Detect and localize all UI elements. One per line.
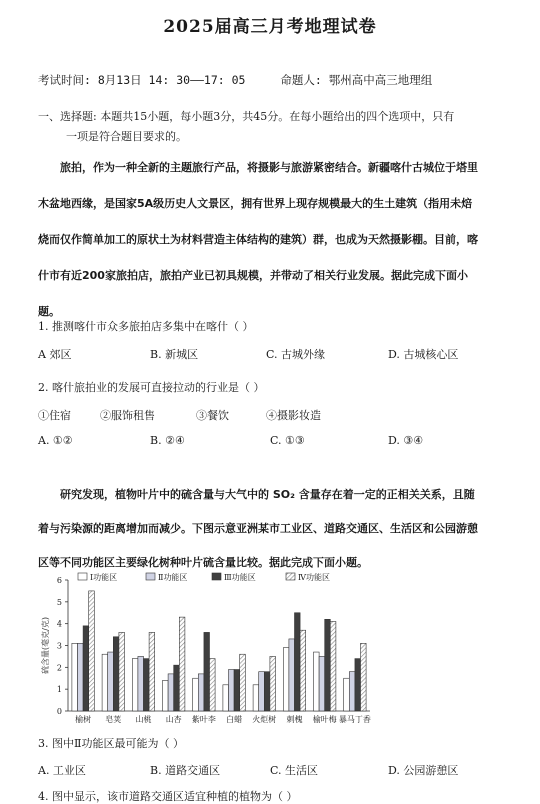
bar <box>163 680 169 711</box>
q3-option-d[interactable]: D. 公园游憩区 <box>388 764 459 777</box>
y-tick-label: 3 <box>56 641 62 651</box>
passage-1-line: 题。 <box>38 305 60 318</box>
passage-1-line: 烧而仅作简单加工的原状土为材料营造主体结构的建筑）群，也成为天然摄影棚。目前，喀 <box>38 233 478 246</box>
q2-item-2: ②服饰租售 <box>100 409 155 422</box>
q2-item-1: ①住宿 <box>38 409 71 422</box>
bar <box>229 670 235 711</box>
q2-option-b[interactable]: B. ②④ <box>150 434 185 447</box>
q1-option-a[interactable]: A 郊区 <box>38 348 72 361</box>
page-title: 2025届高三月考地理试卷 <box>163 17 377 37</box>
passage-2 <box>38 478 503 580</box>
passage-1-line: 旅拍，作为一种全新的主题旅行产品，将摄影与旅游紧密结合。新疆喀什古城位于塔里 <box>60 161 478 174</box>
x-tick-label: 榆树 <box>75 715 92 724</box>
bar <box>144 659 150 711</box>
bar <box>174 665 180 711</box>
bar <box>240 654 246 711</box>
bar <box>119 632 125 711</box>
bar <box>149 632 155 711</box>
bar <box>89 591 95 711</box>
bar <box>198 674 204 711</box>
bar <box>289 639 295 711</box>
question-1-stem: 1. 推测喀什市众多旅拍店多集中在喀什（ ） <box>38 320 254 333</box>
bar <box>330 621 336 711</box>
passage-2-line: 区等不同功能区主要绿化树种叶片硫含量比较。据此完成下面小题。 <box>38 556 368 569</box>
bar <box>349 672 355 711</box>
x-tick-label: 暴马丁香 <box>338 715 371 724</box>
question-4-stem: 4. 图中显示，该市道路交通区适宜种植的植物为（ ） <box>38 790 298 803</box>
bar <box>108 652 114 711</box>
question-3-stem: 3. 图中Ⅱ功能区最可能为（ ） <box>38 737 184 750</box>
bar <box>283 648 289 711</box>
legend-label: Ⅳ功能区 <box>298 573 330 582</box>
question-2-stem: 2. 喀什旅拍业的发展可直接拉动的行业是（ ） <box>38 381 265 394</box>
bar <box>83 626 89 711</box>
q1-option-b[interactable]: B. 新城区 <box>150 348 199 361</box>
y-tick-label: 0 <box>56 707 62 716</box>
section-line-2: 一项是符合题目要求的。 <box>66 130 187 143</box>
x-tick-label: 山杏 <box>165 715 182 724</box>
passage-1 <box>38 150 503 330</box>
y-tick-label: 5 <box>56 597 62 607</box>
bar <box>253 685 259 711</box>
bar <box>325 619 331 711</box>
bar <box>300 630 306 711</box>
passage-2-line: 着与污染源的距离增加而减少。下图示意亚洲某市工业区、道路交通区、生活区和公园游憩 <box>38 522 478 535</box>
x-tick-label: 火炬树 <box>252 715 277 724</box>
exam-time: 考试时间: 8月13日 14: 30——17: 05 <box>38 73 246 87</box>
bar <box>319 656 325 711</box>
q2-item-3: ③餐饮 <box>196 409 229 422</box>
section-line-1: 一、选择题: 本题共15小题，每小题3分，共45分。在每小题给出的四个选项中，只有 <box>38 110 455 123</box>
bar <box>210 659 216 711</box>
legend-swatch <box>212 573 221 580</box>
legend-label: Ⅱ功能区 <box>158 573 188 582</box>
bar <box>72 643 78 711</box>
x-tick-label: 榆叶梅 <box>312 715 337 724</box>
bar <box>223 685 229 711</box>
exam-info <box>38 72 432 88</box>
q3-option-a[interactable]: A. 工业区 <box>38 764 86 777</box>
bar <box>138 656 144 711</box>
legend-label: Ⅲ功能区 <box>224 573 256 582</box>
y-tick-label: 6 <box>56 576 62 585</box>
q2-option-a[interactable]: A. ①② <box>38 434 73 447</box>
bar <box>168 674 174 711</box>
legend-label: Ⅰ功能区 <box>90 573 118 582</box>
x-tick-label: 刺槐 <box>286 715 303 724</box>
section-instructions <box>38 107 508 147</box>
bar <box>264 672 270 711</box>
bar <box>361 643 367 711</box>
bar <box>193 678 199 711</box>
q1-option-c[interactable]: C. 古城外缘 <box>266 348 326 361</box>
x-tick-label: 皂荚 <box>105 715 122 724</box>
bar <box>314 652 320 711</box>
x-tick-label: 山桃 <box>135 715 152 724</box>
exam-author: 命题人: 鄂州高中高三地理组 <box>280 73 433 87</box>
bar <box>113 637 119 711</box>
bar <box>179 617 185 711</box>
q3-option-c[interactable]: C. 生活区 <box>270 764 319 777</box>
q2-item-4: ④摄影妆造 <box>266 409 321 422</box>
passage-2-line: 研究发现，植物叶片中的硫含量与大气中的 SO₂ 含量存在着一定的正相关关系，且随 <box>60 488 475 501</box>
bar <box>234 670 240 711</box>
bar <box>344 678 350 711</box>
q2-option-d[interactable]: D. ③④ <box>388 434 424 447</box>
bar <box>78 643 84 711</box>
y-tick-label: 2 <box>56 663 62 673</box>
sulfur-content-chart <box>36 570 376 730</box>
legend-swatch <box>78 573 87 580</box>
q2-option-c[interactable]: C. ①③ <box>270 434 305 447</box>
bar <box>355 659 361 711</box>
q3-option-b[interactable]: B. 道路交通区 <box>150 764 221 777</box>
legend-swatch <box>146 573 155 580</box>
q1-option-d[interactable]: D. 古城核心区 <box>388 348 459 361</box>
passage-1-line: 木盆地西缘，是国家5A级历史人文景区，拥有世界上现存规模最大的生土建筑（指用未焙 <box>38 197 473 210</box>
bar <box>270 656 276 711</box>
bar <box>259 672 265 711</box>
x-tick-label: 紫叶李 <box>191 715 216 724</box>
bar <box>132 659 138 711</box>
legend-swatch <box>286 573 295 580</box>
y-axis-label: 硫含量(毫克/克) <box>41 617 50 674</box>
bar <box>204 632 210 711</box>
bar <box>102 654 108 711</box>
y-tick-label: 4 <box>56 619 62 629</box>
y-tick-label: 1 <box>56 685 62 695</box>
passage-1-line: 什市有近200家旅拍店，旅拍产业已初具规模，并带动了相关行业发展。据此完成下面小 <box>38 269 468 282</box>
bar <box>295 613 301 711</box>
x-tick-label: 白蜡 <box>226 715 243 724</box>
chart-svg <box>36 570 376 730</box>
